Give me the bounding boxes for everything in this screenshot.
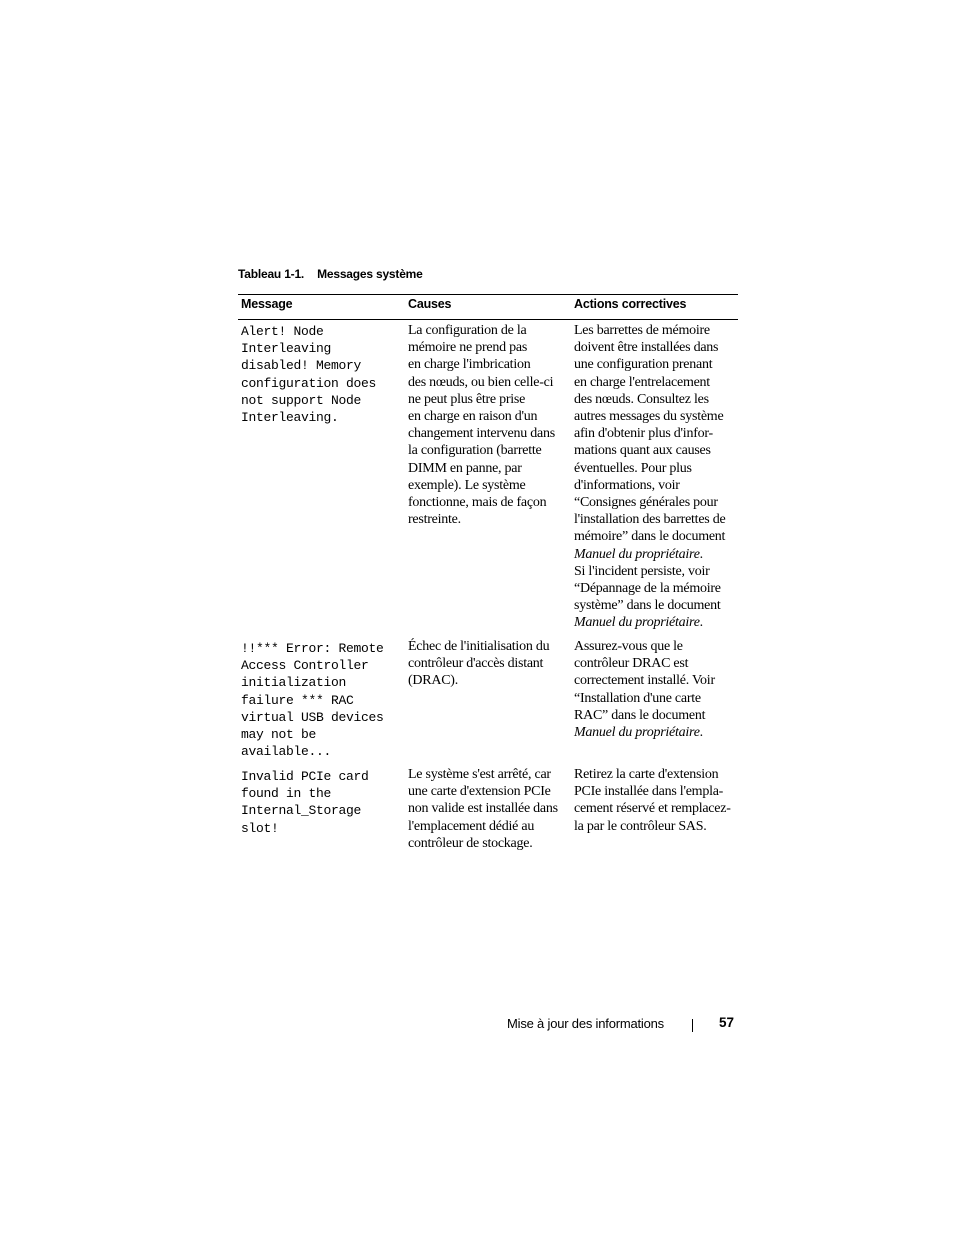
table-top-rule [238,294,738,295]
row1-actions-text: Les barrettes de mémoire doivent être installées dans une configuration prenant en charge l'entrelacement des nœuds. Consultez les autres messages du système afin d'obtenir plus d'infor- mations quant aux causes éventuelles. Pour plus d'informations, voir “Consignes générales pour l'installation des barrettes de mémoire” dans le document [574,323,726,545]
table-caption [238,267,423,281]
row3-actions: Retirez la carte d'extension PCIe installée dans l'empla- cement réservé et remplacez- la par le contrôleur SAS. [574,767,731,834]
table-title: Messages système [317,267,423,281]
row1-message: Alert! Node Interleaving disabled! Memory configuration does not support Node Interleaving. [241,324,377,426]
header-message: Message [241,297,293,311]
row1-actions-manual: Manuel du propriétaire [574,546,700,562]
row3-message: Invalid PCIe card found in the Internal_Storage slot! [241,769,369,836]
row1-actions-text-2: Si l'incident persiste, voir “Dépannage de la mémoire système” dans le document [574,563,721,614]
row1-causes: La configuration de la mémoire ne prend pas en charge l'imbrication des nœuds, ou bien celle-ci ne peut plus être prise en charge en raison d'un changement intervenu dans la configuration (barrette DIMM en panne, par exemple). Le système fonctionne, mais de façon restreinte. [408,323,555,528]
row1-actions-manual-2: Manuel du propriétaire [574,615,700,631]
table-header-rule [238,319,738,320]
row2-message: !!*** Error: Remote Access Controller initialization failure *** RAC virtual USB devices may not be available... [241,641,384,760]
header-causes: Causes [408,297,452,311]
row2-actions-text: Assurez-vous que le contrôleur DRAC est correctement installé. Voir “Installation d'une carte RAC” dans le document [574,639,715,723]
row2-actions-manual: Manuel du propriétaire [574,725,700,741]
footer-separator [692,1019,693,1032]
header-actions: Actions correctives [574,297,687,311]
page-number: 57 [719,1015,735,1030]
table-label: Tableau 1-1. [238,267,305,281]
row3-causes: Le système s'est arrêté, car une carte d'extension PCIe non valide est installée dans l'emplacement dédié au contrôleur de stockage. [408,767,558,851]
footer-section-title: Mise à jour des informations [507,1016,664,1031]
row2-actions: Assurez-vous que le contrôleur DRAC est correctement installé. Voir “Installation d'une carte RAC” dans le document Manuel du propriétaire. [574,639,715,741]
row1-actions: Les barrettes de mémoire doivent être installées dans une configuration prenant en charge l'entrelacement des nœuds. Consultez les autres messages du système afin d'obtenir plus d'infor- mations quant aux causes éventuelles. Pour plus d'informations, voir “Consignes générales pour l'installation des barrettes de mémoire” dans le document Manuel du propriétaire. Si l'incident persiste, voir “Dépannage de la mémoire système” dans le document Manuel du propriétaire. [574,323,726,631]
row2-causes: Échec de l'initialisation du contrôleur d'accès distant (DRAC). [408,639,550,689]
